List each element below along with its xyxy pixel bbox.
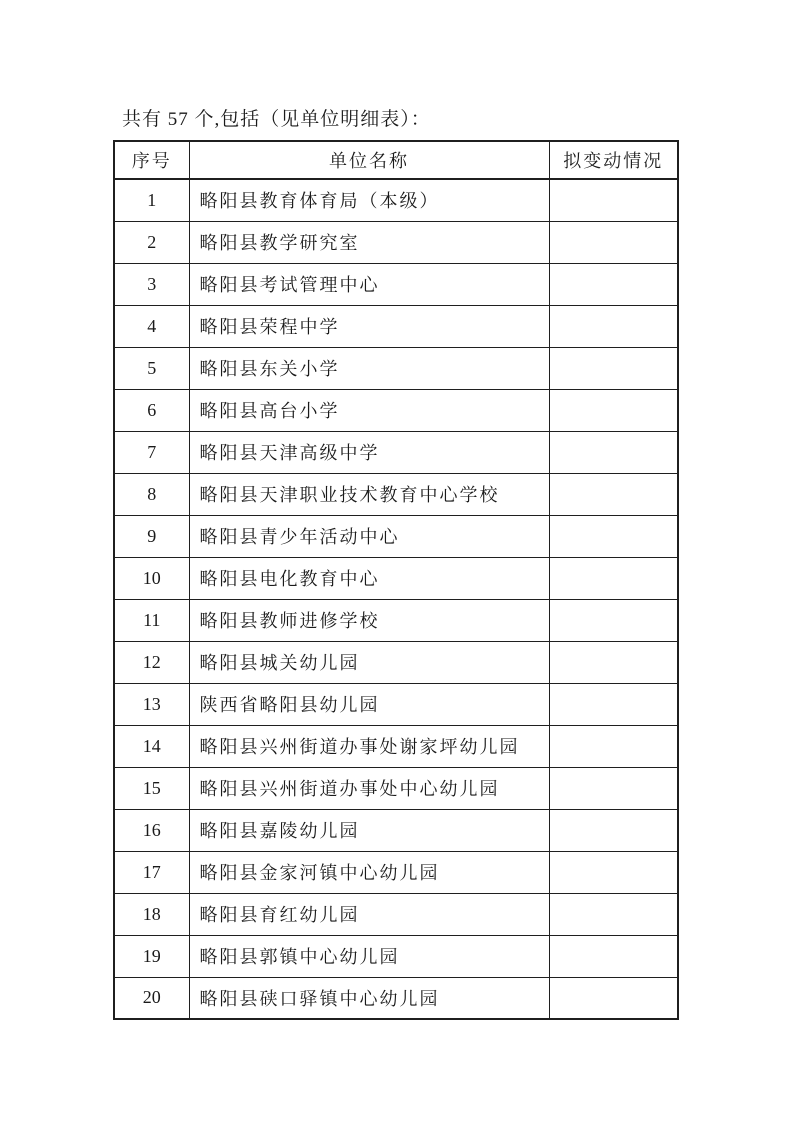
table-row: [114, 977, 678, 1019]
unit-name-cell: 略阳县教师进修学校: [189, 599, 549, 641]
unit-name-cell: 略阳县兴州街道办事处中心幼儿园: [189, 767, 549, 809]
unit-name-cell: 略阳县考试管理中心: [189, 263, 549, 305]
change-status-cell: [549, 851, 678, 893]
table-row: [114, 893, 678, 935]
table-row: [114, 347, 678, 389]
change-status-cell: [549, 179, 678, 221]
unit-name-cell: 略阳县教学研究室: [189, 221, 549, 263]
row-number-cell: 9: [114, 515, 189, 557]
change-status-cell: [549, 683, 678, 725]
unit-name-cell: 略阳县嘉陵幼儿园: [189, 809, 549, 851]
unit-name-cell: 略阳县电化教育中心: [189, 557, 549, 599]
row-number-cell: 1: [114, 179, 189, 221]
change-status-cell: [549, 473, 678, 515]
table-row: [114, 389, 678, 431]
table-row: [114, 851, 678, 893]
change-status-cell: [549, 515, 678, 557]
unit-detail-table: [113, 140, 679, 1020]
change-status-cell: [549, 263, 678, 305]
change-status-cell: [549, 935, 678, 977]
unit-name-cell: 略阳县育红幼儿园: [189, 893, 549, 935]
row-number-cell: 18: [114, 893, 189, 935]
change-status-cell: [549, 725, 678, 767]
table-row: [114, 809, 678, 851]
row-number-cell: 12: [114, 641, 189, 683]
row-number-cell: 13: [114, 683, 189, 725]
table-row: [114, 179, 678, 221]
row-number-cell: 4: [114, 305, 189, 347]
intro-text: 共有 57 个,包括（见单位明细表）：: [122, 109, 431, 130]
row-number-cell: 16: [114, 809, 189, 851]
unit-name-cell: 略阳县硖口驿镇中心幼儿园: [189, 977, 549, 1019]
column-header-serial-number: 序号: [114, 141, 189, 179]
change-status-cell: [549, 767, 678, 809]
table-row: [114, 305, 678, 347]
unit-name-cell: 陕西省略阳县幼儿园: [189, 683, 549, 725]
change-status-cell: [549, 809, 678, 851]
header-row: [114, 141, 678, 179]
unit-name-cell: 略阳县东关小学: [189, 347, 549, 389]
row-number-cell: 8: [114, 473, 189, 515]
row-number-cell: 20: [114, 977, 189, 1019]
change-status-cell: [549, 305, 678, 347]
unit-name-cell: 略阳县郭镇中心幼儿园: [189, 935, 549, 977]
change-status-cell: [549, 221, 678, 263]
table-row: [114, 767, 678, 809]
unit-name-cell: 略阳县城关幼儿园: [189, 641, 549, 683]
row-number-cell: 5: [114, 347, 189, 389]
row-number-cell: 10: [114, 557, 189, 599]
change-status-cell: [549, 431, 678, 473]
table-row: [114, 431, 678, 473]
row-number-cell: 19: [114, 935, 189, 977]
table-row: [114, 221, 678, 263]
unit-name-cell: 略阳县天津高级中学: [189, 431, 549, 473]
unit-name-cell: 略阳县青少年活动中心: [189, 515, 549, 557]
change-status-cell: [549, 893, 678, 935]
table-row: [114, 263, 678, 305]
table-row: [114, 515, 678, 557]
unit-name-cell: 略阳县教育体育局（本级）: [189, 179, 549, 221]
row-number-cell: 6: [114, 389, 189, 431]
row-number-cell: 15: [114, 767, 189, 809]
change-status-cell: [549, 389, 678, 431]
change-status-cell: [549, 347, 678, 389]
unit-name-cell: 略阳县天津职业技术教育中心学校: [189, 473, 549, 515]
row-number-cell: 14: [114, 725, 189, 767]
unit-name-cell: 略阳县金家河镇中心幼儿园: [189, 851, 549, 893]
change-status-cell: [549, 599, 678, 641]
table-row: [114, 557, 678, 599]
column-header-unit-name: 单位名称: [189, 141, 549, 179]
row-number-cell: 3: [114, 263, 189, 305]
unit-name-cell: 略阳县荣程中学: [189, 305, 549, 347]
table-row: [114, 599, 678, 641]
change-status-cell: [549, 557, 678, 599]
row-number-cell: 17: [114, 851, 189, 893]
row-number-cell: 2: [114, 221, 189, 263]
table-row: [114, 683, 678, 725]
table-row: [114, 935, 678, 977]
column-header-proposed-change: 拟变动情况: [549, 141, 678, 179]
table-row: [114, 473, 678, 515]
table-row: [114, 725, 678, 767]
table-row: [114, 641, 678, 683]
change-status-cell: [549, 977, 678, 1019]
change-status-cell: [549, 641, 678, 683]
unit-table-header: [114, 141, 678, 179]
row-number-cell: 7: [114, 431, 189, 473]
unit-name-cell: 略阳县高台小学: [189, 389, 549, 431]
unit-name-cell: 略阳县兴州街道办事处谢家坪幼儿园: [189, 725, 549, 767]
row-number-cell: 11: [114, 599, 189, 641]
unit-table-body: [114, 179, 678, 1019]
